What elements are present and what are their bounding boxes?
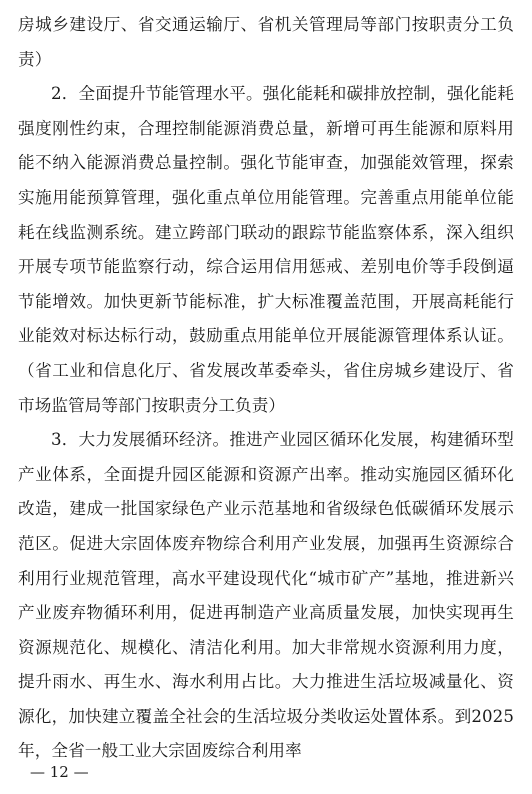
- page-footer: [0, 760, 532, 784]
- page-number: — 12 —: [30, 763, 89, 781]
- document-body: [18, 8, 514, 769]
- paragraph-continuation: 房城乡建设厅、省交通运输厅、省机关管理局等部门按职责分工负责）: [18, 15, 514, 69]
- paragraph-energy-management: 2．全面提升节能管理水平。强化能耗和碳排放控制，强化能耗强度刚性约束，合理控制能源消费总量，新增可再生能源和原料用能不纳入能源消费总量控制。强化节能审查，加强能效管理，探索实施用能预算管理，强化重点单位用能管理。完善重点用能单位能耗在线监测系统。建立跨部门联动的跟踪节能监察体系，深入组织开展专项节能监察行动，综合运用信用惩戒、差别电价等手段倒逼节能增效。加快更新节能标准，扩大标准覆盖范围，开展高耗能行业能效对标达标行动，鼓励重点用能单位开展能源管理体系认证。（省工业和信息化厅、省发展改革委牵头，省住房城乡建设厅、省市场监管局等部门按职责分工负责）: [18, 84, 514, 415]
- paragraph-circular-economy: 3．大力发展循环经济。推进产业园区循环化发展，构建循环型产业体系，全面提升园区能源和资源产出率。推动实施园区循环化改造，建成一批国家绿色产业示范基地和省级绿色低碳循环发展示范区。促进大宗固体废弃物综合利用产业发展，加强再生资源综合利用行业规范管理，高水平建设现代化“城市矿产”基地，推进新兴产业废弃物循环利用，促进再制造产业高质量发展，加快实现再生资源规范化、规模化、清洁化利用。加大非常规水资源利用力度，提升雨水、再生水、海水利用占比。大力推进生活垃圾减量化、资源化，加快建立覆盖全社会的生活垃圾分类收运处置体系。到2025年，全省一般工业大宗固废综合利用率: [18, 430, 514, 761]
